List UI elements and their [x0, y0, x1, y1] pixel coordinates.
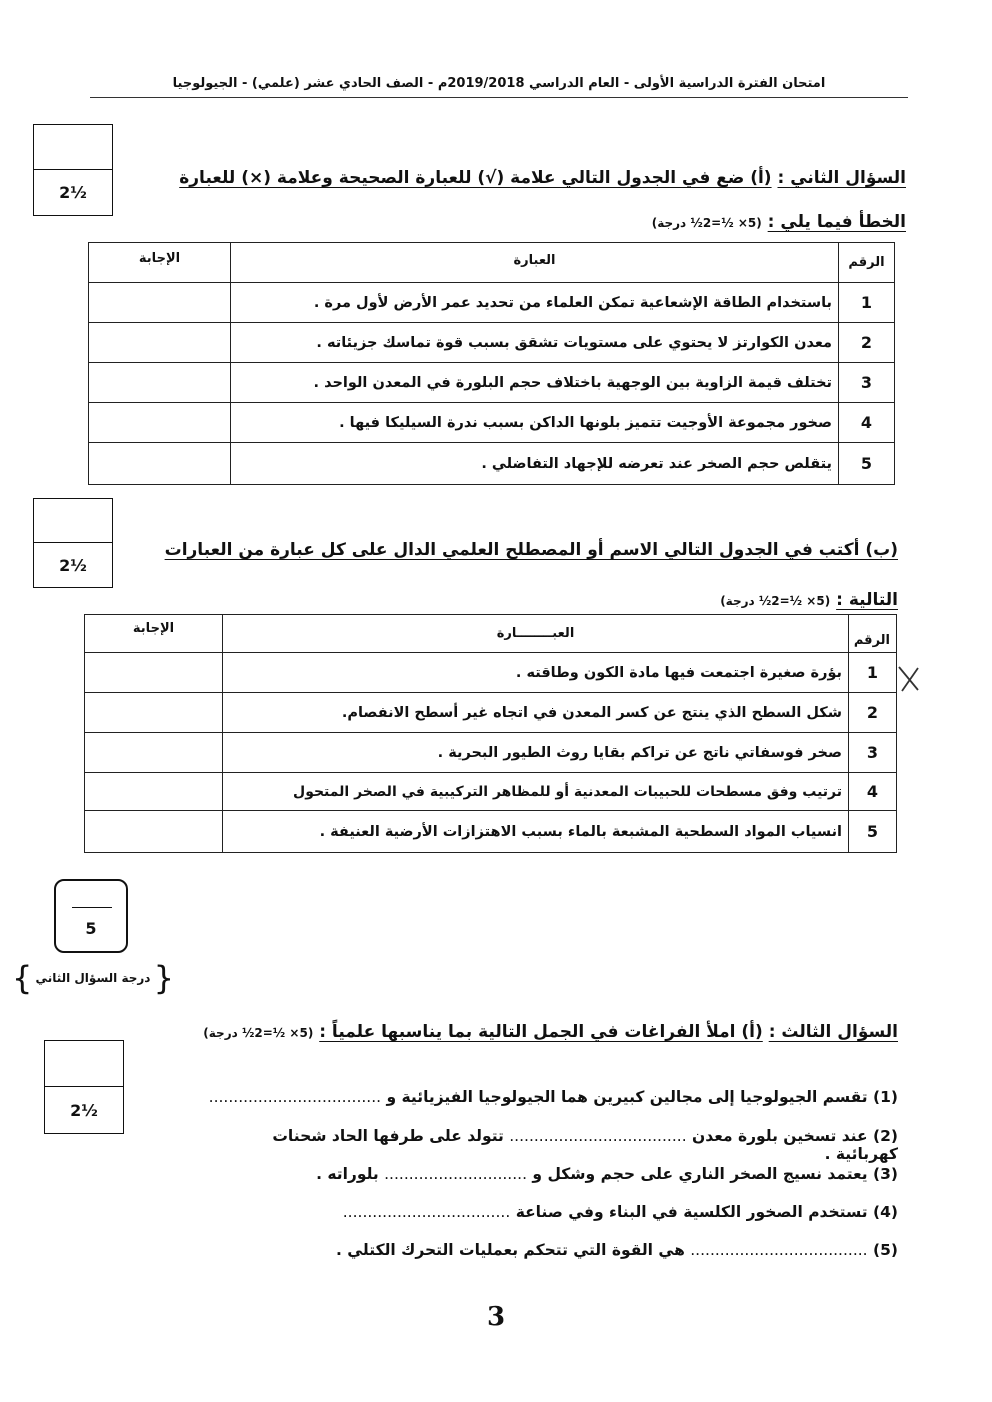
- q2b-score-value: 2½: [59, 555, 87, 575]
- left-brace-icon: {: [153, 959, 174, 997]
- q2b-table: [84, 614, 897, 853]
- row-statement: شكل السطح الذي ينتج عن كسر المعدن في اتجاه غير أسطح الانفصام.: [223, 693, 849, 733]
- table-row: [89, 443, 895, 485]
- row-number: 5: [839, 443, 895, 485]
- table-row: [85, 693, 897, 733]
- table-row: [85, 733, 897, 773]
- fill-item-number: (2): [873, 1127, 898, 1145]
- table-row: [89, 403, 895, 443]
- fill-item-text-after: تتولد على طرفها الحاد شحنات كهربائية .: [272, 1127, 898, 1163]
- q3a-score-blank: [45, 1041, 123, 1087]
- q2-total-box: [54, 879, 128, 953]
- q2b-header-num: الرقم: [849, 615, 897, 653]
- q2b-title: [138, 540, 898, 560]
- q2b-marks: (5× ½=2½ درجة): [720, 594, 831, 608]
- row-number: 1: [849, 653, 897, 693]
- q2b-header-answer: الإجابة: [85, 615, 223, 653]
- q2-total-label-wrap: [14, 958, 172, 998]
- row-statement: صخور مجموعة الأوجيت تتميز بلونها الداكن بسبب ندرة السيليكا فيها .: [231, 403, 839, 443]
- row-answer-cell[interactable]: [89, 443, 231, 485]
- fill-item-blank[interactable]: ....................................: [509, 1127, 687, 1145]
- row-answer-cell[interactable]: [89, 403, 231, 443]
- fill-item-blank[interactable]: ..................................: [342, 1203, 511, 1221]
- row-statement: بؤرة صغيرة اجتمعت فيها مادة الكون وطاقته .: [223, 653, 849, 693]
- q2b-score-box: [33, 498, 113, 588]
- row-number: 5: [849, 811, 897, 853]
- q3a-marks: (5× ½=2½ درجة): [203, 1026, 314, 1040]
- table-row: [85, 811, 897, 853]
- q2b-table-header: [85, 615, 897, 653]
- fill-item: [208, 1127, 898, 1163]
- q2-total-label: درجة السؤال الثاني: [35, 971, 151, 985]
- table-row: [89, 283, 895, 323]
- q2a-title-prefix: السؤال الثاني :: [777, 168, 906, 188]
- table-row: [85, 653, 897, 693]
- row-statement: معدن الكوارتز لا يحتوي على مستويات تشقق بسبب قوة تماسك جزيئاته .: [231, 323, 839, 363]
- row-answer-cell[interactable]: [89, 283, 231, 323]
- row-number: 2: [839, 323, 895, 363]
- q2a-header-num: الرقم: [839, 243, 895, 283]
- row-statement: انسياب المواد السطحية المشبعة بالماء بسبب الاهتزازات الأرضية العنيفة .: [223, 811, 849, 853]
- fill-item-blank[interactable]: .............................: [384, 1165, 528, 1183]
- q3a-score-box: [44, 1040, 124, 1134]
- q2b-score-blank: [34, 499, 112, 543]
- row-number: 4: [849, 773, 897, 811]
- fill-item-blank[interactable]: ....................................: [690, 1241, 868, 1259]
- q2b-title-line1: (ب) أكتب في الجدول التالي الاسم أو المصطلح العلمي الدال على كل عبارة من العبارات: [164, 540, 898, 560]
- row-answer-cell[interactable]: [85, 733, 223, 773]
- row-number: 2: [849, 693, 897, 733]
- q2a-subtitle: [126, 212, 906, 232]
- fill-item-blank[interactable]: ...................................: [208, 1088, 382, 1106]
- table-row: [89, 363, 895, 403]
- q2a-title: [126, 168, 906, 188]
- q2a-marks: (5× ½=2½ درجة): [651, 216, 762, 230]
- q3a-title: [148, 1022, 898, 1042]
- row-answer-cell[interactable]: [89, 323, 231, 363]
- fill-item-number: (1): [873, 1088, 898, 1106]
- row-number: 3: [849, 733, 897, 773]
- row-number: 3: [839, 363, 895, 403]
- q2a-score-value: 2½: [59, 183, 87, 202]
- fill-item-number: (3): [873, 1165, 898, 1183]
- fill-item: [208, 1241, 898, 1259]
- q2a-title-line2: الخطأ فيما يلي :: [767, 212, 906, 232]
- page-number: 3: [486, 1302, 506, 1332]
- q2b-title-line2: التالية :: [836, 590, 898, 610]
- fill-item: [208, 1165, 898, 1183]
- q3a-score-value: 2½: [70, 1100, 98, 1120]
- row-number: 4: [839, 403, 895, 443]
- q2a-title-line1: (أ) ضع في الجدول التالي علامة (√) للعبارة الصحيحة وعلامة (×) للعبارة: [179, 168, 772, 188]
- q2a-score-box: [33, 124, 113, 216]
- fill-item: [208, 1088, 898, 1106]
- q2-total-blank-line: [72, 907, 112, 908]
- row-number: 1: [839, 283, 895, 323]
- q2-total-value: 5: [85, 919, 97, 938]
- q3a-title-prefix: السؤال الثالث :: [768, 1022, 898, 1042]
- q2a-table: [88, 242, 895, 485]
- fill-item-text: عند تسخين بلورة معدن: [692, 1127, 868, 1145]
- fill-item-text: تستخدم الصخور الكلسية في البناء وفي صناعة: [515, 1203, 868, 1221]
- fill-item-number: (4): [873, 1203, 898, 1221]
- row-answer-cell[interactable]: [85, 811, 223, 853]
- q3a-title-text: (أ) املأ الفراغات في الجمل التالية بما يناسبها علمياً :: [319, 1022, 763, 1042]
- fill-item-text-after: هي القوة التي تتحكم بعمليات التحرك الكتلي .: [335, 1241, 685, 1259]
- row-statement: باستخدام الطاقة الإشعاعية تمكن العلماء من تحديد عمر الأرض لأول مرة .: [231, 283, 839, 323]
- q2b-subtitle: [138, 590, 898, 610]
- row-statement: تختلف قيمة الزاوية بين الوجهية باختلاف حجم البلورة في المعدن الواحد .: [231, 363, 839, 403]
- fill-item-number: (5): [873, 1241, 898, 1259]
- row-answer-cell[interactable]: [85, 693, 223, 733]
- row-statement: ترتيب وفق مسطحات للحبيبات المعدنية أو للمظاهر التركيبية في الصخر المتحول: [223, 773, 849, 811]
- row-answer-cell[interactable]: [89, 363, 231, 403]
- row-statement: صخر فوسفاتي ناتج عن تراكم بقايا روث الطيور البحرية .: [223, 733, 849, 773]
- q2b-header-statement: العبــــــــارة: [223, 615, 849, 653]
- table-row: [85, 773, 897, 811]
- q2a-header-answer: الإجابة: [89, 243, 231, 283]
- handwritten-x-mark-icon: [896, 664, 922, 701]
- row-answer-cell[interactable]: [85, 773, 223, 811]
- header-divider: [90, 97, 908, 98]
- table-row: [89, 323, 895, 363]
- fill-item-text: يعتمد نسيج الصخر الناري على حجم وشكل و: [532, 1165, 868, 1183]
- fill-item-text-after: بلوراته .: [316, 1165, 379, 1183]
- fill-item-text: تقسم الجيولوجيا إلى مجالين كبيرين هما الجيولوجيا الفيزيائية و: [386, 1088, 868, 1106]
- row-statement: يتقلص حجم الصخر عند تعرضه للإجهاد التفاضلي .: [231, 443, 839, 485]
- q2a-header-statement: العبارة: [231, 243, 839, 283]
- exam-header: امتحان الفترة الدراسية الأولى - العام الدراسي 2019/2018م - الصف الحادي عشر (علمي) - الجيولوجيا: [172, 76, 826, 91]
- row-answer-cell[interactable]: [85, 653, 223, 693]
- fill-item: [208, 1203, 898, 1221]
- right-brace-icon: }: [12, 959, 33, 997]
- q2a-score-blank: [34, 125, 112, 170]
- q2a-table-header: [89, 243, 895, 283]
